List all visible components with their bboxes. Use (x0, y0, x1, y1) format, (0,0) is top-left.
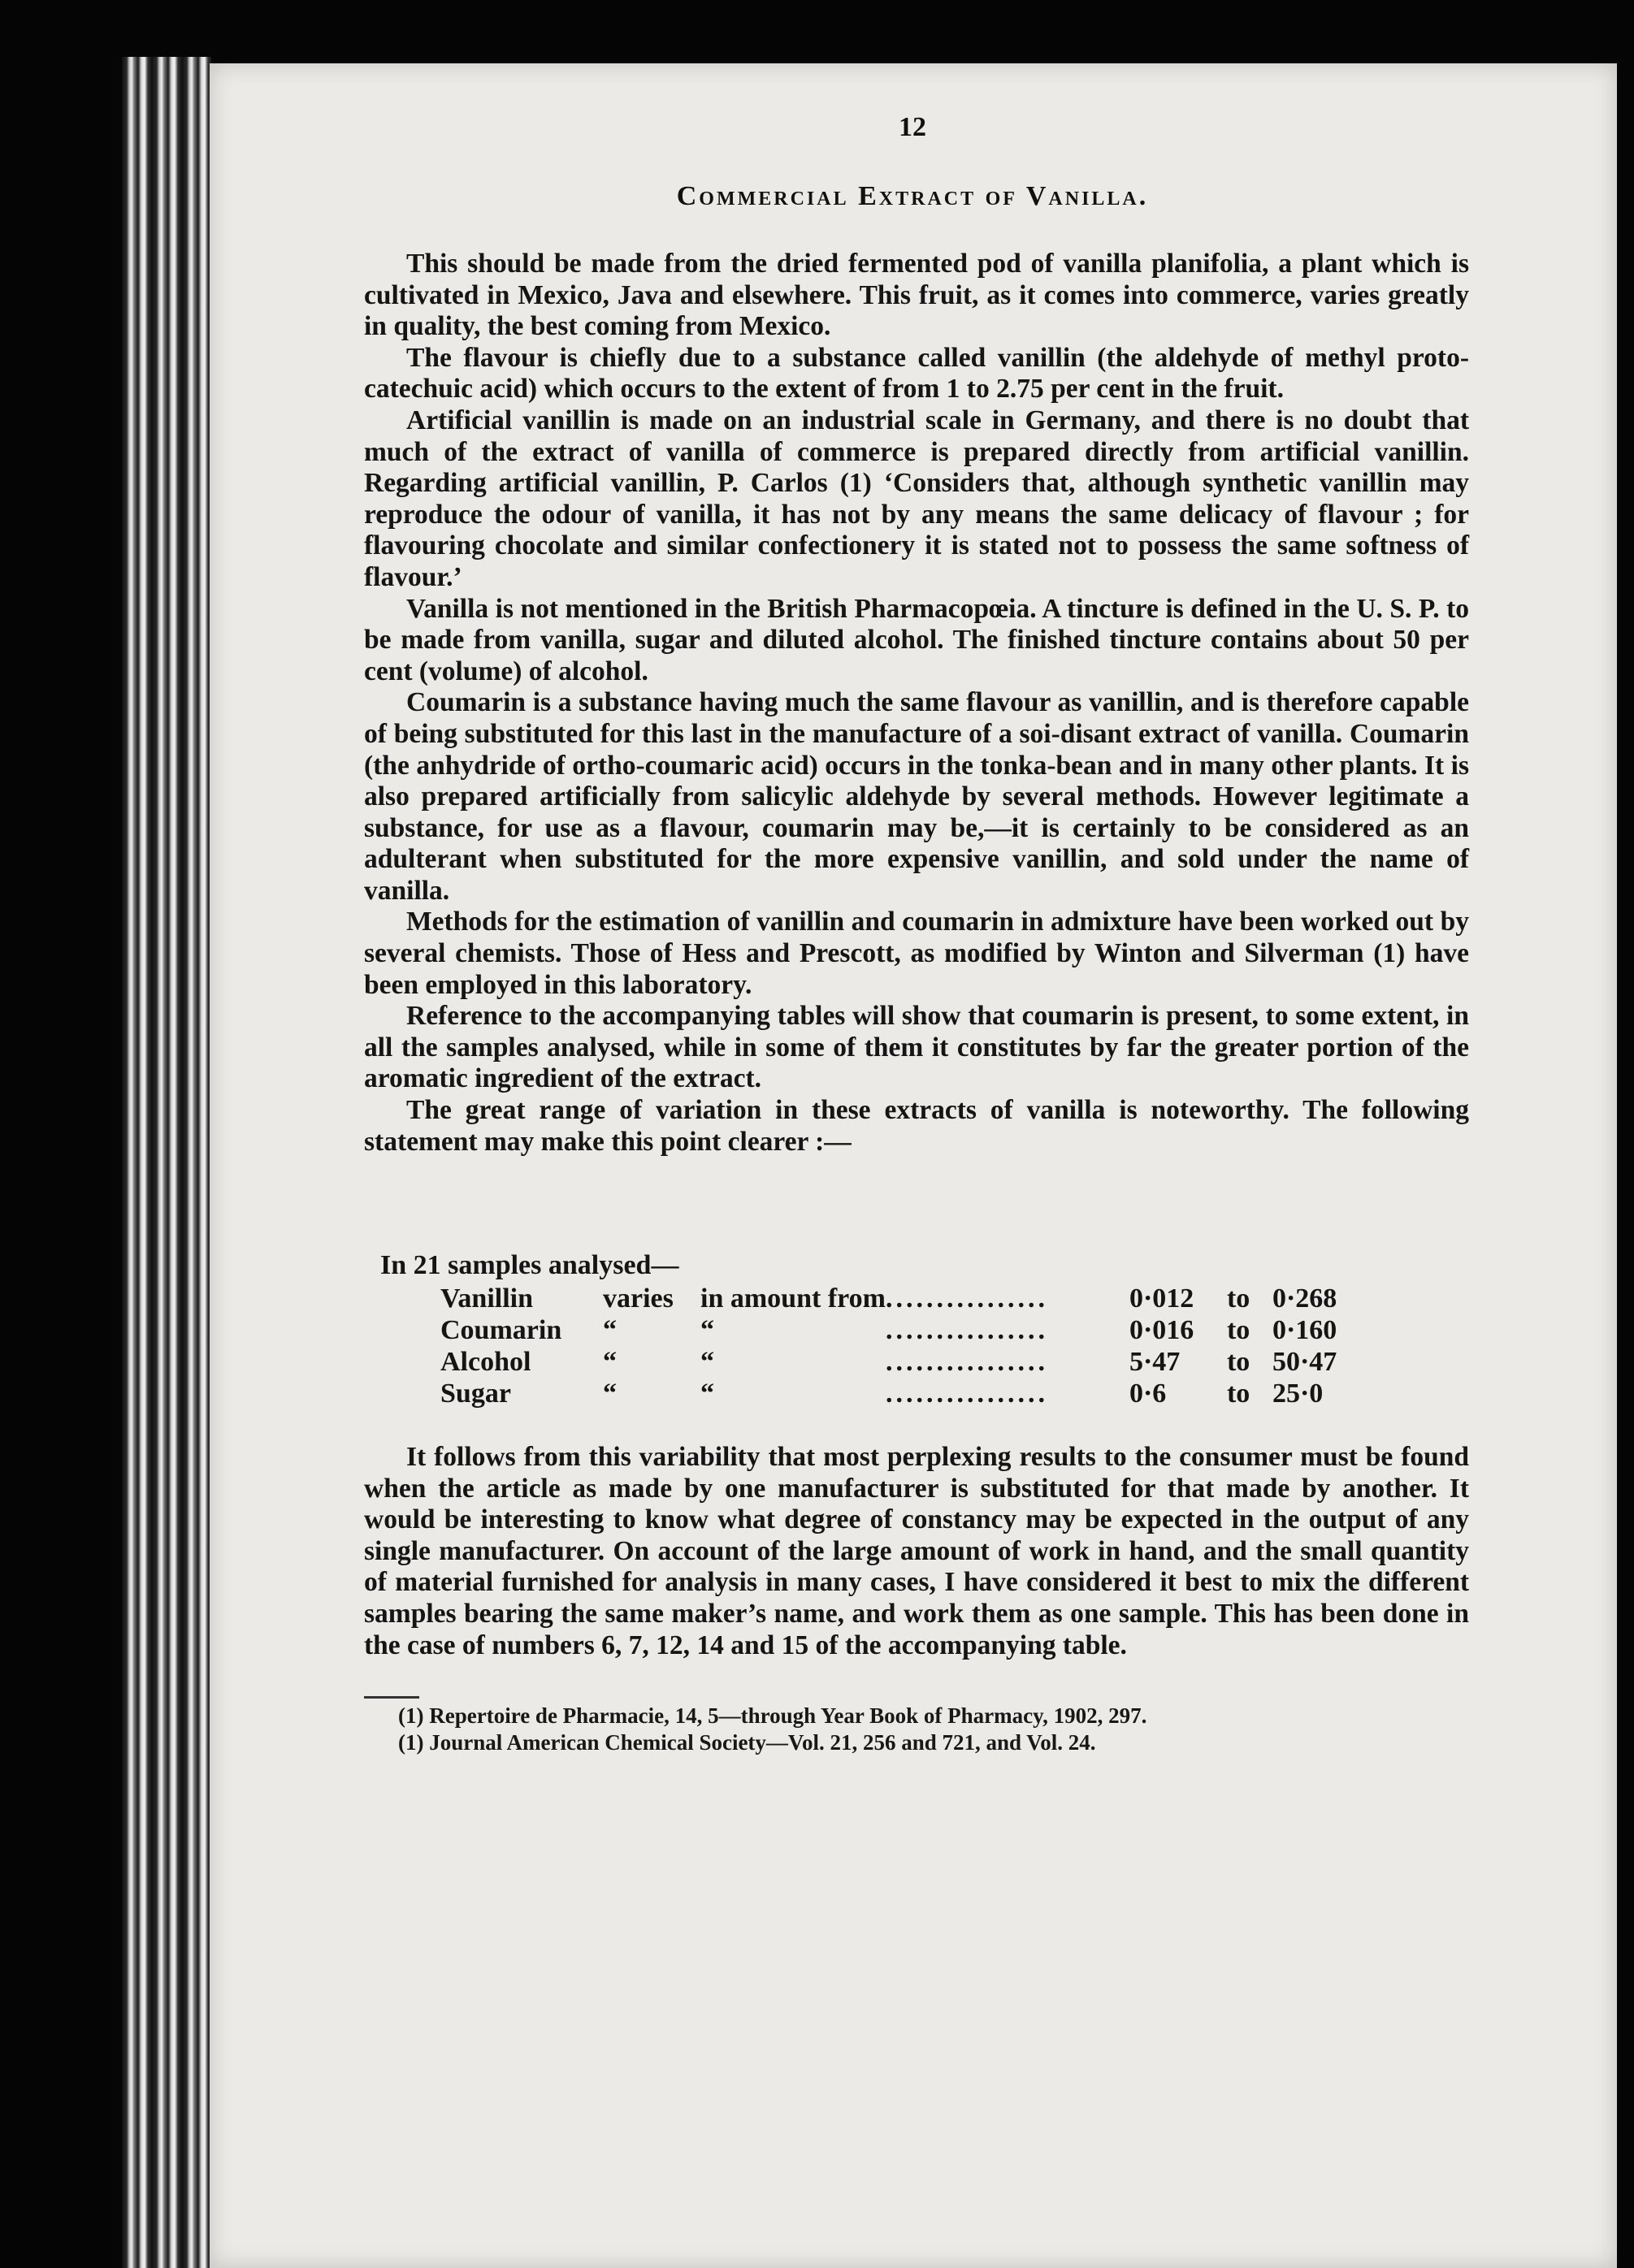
table-row (440, 1283, 1337, 1314)
leader-dots: ................ (885, 1315, 1048, 1345)
ditto-mark: “ (603, 1347, 617, 1377)
substance-name: Coumarin (440, 1315, 562, 1345)
ditto-mark: “ (700, 1379, 714, 1409)
ditto-mark: “ (700, 1315, 714, 1345)
book-binding-edge (122, 57, 211, 2268)
cell: in amount from (700, 1283, 886, 1314)
paragraph: Methods for the estimation of vanillin and coumarin in admixture have been worked out by several chemists. Those of Hess and Prescott, as modified by Winton and Silverman (1) have been employed in this laboratory. (364, 907, 1469, 1000)
high-value: 0·160 (1272, 1315, 1337, 1345)
low-value: 5·47 (1129, 1347, 1181, 1377)
ditto-mark: “ (603, 1315, 617, 1345)
low-value: 0·012 (1129, 1283, 1194, 1314)
paragraph: It follows from this variability that most perplexing results to the consumer must be found when the article as made by one manufacturer is substituted for that made by another. It would be interesting to know what degree of constancy may be expected in the output of any single manufacturer. On account of the large amount of work in hand, and the small quantity of material furnished for analysis in many cases, I have considered it best to mix the different samples bearing the same maker’s name, and work them as one sample. This has been done in the case of numbers 6, 7, 12, 14 and 15 of the accompanying table. (364, 1442, 1469, 1660)
table-row (440, 1378, 1337, 1409)
footnote: (1) Journal American Chemical Society—Vol. 21, 256 and 721, and Vol. 24. (398, 1730, 1096, 1755)
cell: varies (603, 1283, 674, 1314)
paragraph: The great range of variation in these extracts of vanilla is noteworthy. The following statement may make this point clearer :— (364, 1095, 1469, 1157)
range-to: to (1226, 1283, 1250, 1314)
ditto-mark: “ (603, 1379, 617, 1409)
substance-name: Sugar (440, 1379, 511, 1409)
high-value: 50·47 (1272, 1347, 1337, 1377)
paragraph: This should be made from the dried fermented pod of vanilla planifolia, a plant which is cultivated in Mexico, Java and elsewhere. This fruit, as it comes into commerce, varies greatly in quality, the best coming from Mexico. (364, 249, 1469, 342)
section-heading: Commercial Extract of Vanilla. (676, 181, 1149, 211)
statement-intro: In 21 samples analysed— (380, 1250, 679, 1280)
variation-table (440, 1283, 1337, 1409)
paragraph: Reference to the accompanying tables will show that coumarin is present, to some extent, in all the samples analysed, while in some of them it constitutes by far the greater portion of the aromatic ingredient of the extract. (364, 1001, 1469, 1094)
leader-dots: ................ (885, 1283, 1048, 1314)
range-to: to (1226, 1315, 1250, 1345)
low-value: 0·6 (1129, 1379, 1167, 1409)
paragraph: Artificial vanillin is made on an industrial scale in Germany, and there is no doubt that much of the extract of vanilla of commerce is prepared directly from artificial vanillin. Regarding artificial vanillin, P. Carlos (1) ‘Considers that, although synthetic vanillin may reproduce the odour of vanilla, it has not by any means the same delicacy of flavour ; for flavouring chocolate and similar confectionery it is stated not to possess the same softness of flavour.’ (364, 405, 1469, 592)
table-row (440, 1346, 1337, 1378)
leader-dots: ................ (885, 1379, 1048, 1409)
paragraph: Vanilla is not mentioned in the British Pharmacopœia. A tincture is defined in the U. S. P. to be made from vanilla, sugar and diluted alcohol. The finished tincture contains about 50 per cent (volume) of alcohol. (364, 593, 1469, 686)
range-to: to (1226, 1379, 1250, 1409)
substance-name: Alcohol (440, 1347, 531, 1377)
low-value: 0·016 (1129, 1315, 1194, 1345)
table-row (440, 1314, 1337, 1346)
high-value: 25·0 (1272, 1379, 1324, 1409)
footnote-rule (364, 1696, 419, 1699)
substance-name: Vanillin (440, 1283, 534, 1314)
paragraph: Coumarin is a substance having much the same flavour as vanillin, and is therefore capable of being substituted for this last in the manufacture of a soi-disant extract of vanilla. Coumarin (the anhydride of ortho-coumaric acid) occurs in the tonka-bean and in many other plants. It is also prepared artificially from salicylic aldehyde by several methods. However legitimate a substance, for use as a flavour, coumarin may be,—it is certainly to be considered as an adulterant when substituted for the more expensive vanillin, and sold under the name of vanilla. (364, 687, 1469, 906)
footnote: (1) Repertoire de Pharmacie, 14, 5—through Year Book of Pharmacy, 1902, 297. (398, 1703, 1147, 1728)
footnotes (364, 1703, 1420, 1756)
page-number: 12 (899, 112, 926, 142)
closing-text (364, 1442, 1469, 1661)
high-value: 0·268 (1272, 1283, 1337, 1314)
variation-statement (380, 1249, 1337, 1409)
paragraph: The flavour is chiefly due to a substance called vanillin (the aldehyde of methyl proto-catechuic acid) which occurs to the extent of from 1 to 2.75 per cent in the fruit. (364, 342, 1469, 405)
ditto-mark: “ (700, 1347, 714, 1377)
range-to: to (1226, 1347, 1250, 1377)
document-page (210, 63, 1617, 2268)
body-text (364, 249, 1469, 1158)
leader-dots: ................ (885, 1347, 1048, 1377)
